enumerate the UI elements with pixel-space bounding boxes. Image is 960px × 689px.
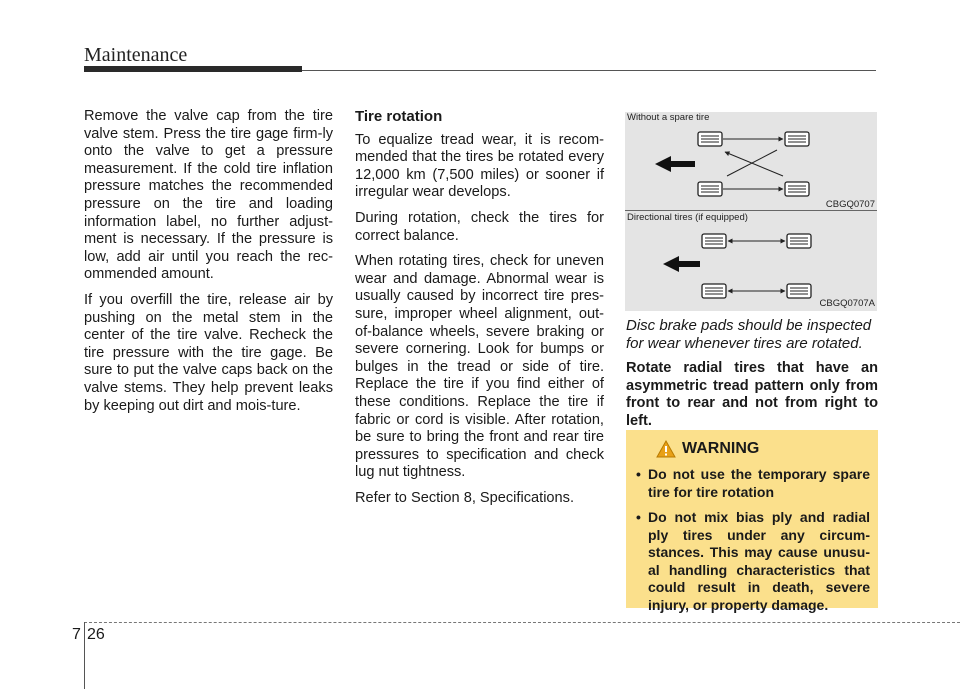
radial-tire-note: Rotate radial tires that have an asymmetric tread pattern only from front to rear and not from right to left. (626, 360, 878, 429)
tire-icon (702, 284, 726, 298)
paragraph: Remove the valve cap from the tire valve stem. Press the tire gage firm-ly onto the valve to get a pressure measurement. If the cold tire inflation pressure matches the recommended pressure on the tire and loading information label, no further adjust-ment is necessary. If the pressure is low, add air until you reach the rec-ommended amount. (84, 108, 333, 283)
rotation-line (727, 150, 777, 176)
tire-icon (698, 182, 722, 196)
column-2 (355, 108, 604, 515)
paragraph: To equalize tread wear, it is recom-mended that the tires be rotated every 12,000 km (7,500 miles) or sooner if irregular wear develops. (355, 131, 604, 201)
figure-code-bottom: CBGQ0707A (819, 298, 875, 309)
tire-icon (787, 284, 811, 298)
tire-icon (785, 132, 809, 146)
figure-divider (625, 210, 877, 211)
tire-rotation-figure (625, 112, 877, 311)
tire-rotation-heading: Tire rotation (355, 108, 443, 125)
warning-box (626, 430, 878, 613)
arrow-left-icon (663, 256, 700, 272)
tire-icon (785, 182, 809, 196)
figure-caption-bottom: Directional tires (if equipped) (627, 212, 748, 223)
warning-title: WARNING (682, 440, 760, 457)
warning-list (636, 466, 870, 622)
header-bar (84, 66, 302, 72)
warning-item: • Do not mix bias ply and radial ply tires under any circum-stances. This may cause unusu-al handling characteristics that could result in death, severe injury, or property damage. (636, 509, 870, 614)
warning-triangle-icon (656, 440, 676, 458)
column-3 (626, 317, 878, 430)
page-number: 26 (87, 626, 105, 643)
footer-divider (84, 622, 85, 689)
tire-icon (787, 234, 811, 248)
header-rule (302, 70, 876, 71)
column-1 (84, 108, 333, 423)
paragraph: During rotation, check the tires for correct balance. (355, 209, 604, 244)
paragraph: When rotating tires, check for uneven wear and damage. Abnormal wear is usually caused by incorrect tire pres-sure, improper wheel alignment, out-of-balance wheels, severe braking or severe cornering. Look for bumps or bulges in the tread or side of tire. Replace the tire if you find either of these conditions. Replace the tire if fabric or cord is visible. After rotation, be sure to bring the front and rear tire pressures to specification and check lug nut tightness. (355, 253, 604, 481)
figure-caption-top: Without a spare tire (627, 112, 710, 123)
chapter-number: 7 (72, 626, 81, 643)
brake-pad-note: Disc brake pads should be inspected for wear whenever tires are rotated. (626, 317, 872, 352)
paragraph: If you overfill the tire, release air by pushing on the metal stem in the center of the tire valve. Recheck the tire pressure with the tire gage. Be sure to put the valve caps back on the valve stems. They help prevent leaks by keeping out dirt and mois-ture. (84, 291, 333, 414)
arrow-left-icon (655, 156, 695, 172)
section-title: Maintenance (84, 44, 188, 66)
warning-header (656, 440, 759, 458)
tire-icon (698, 132, 722, 146)
figure-code-top: CBGQ0707 (825, 199, 875, 210)
tire-icon (702, 234, 726, 248)
footer-rule (84, 622, 960, 623)
paragraph: Refer to Section 8, Specifications. (355, 489, 575, 506)
warning-item: • Do not use the temporary spare tire for tire rotation (636, 466, 870, 501)
